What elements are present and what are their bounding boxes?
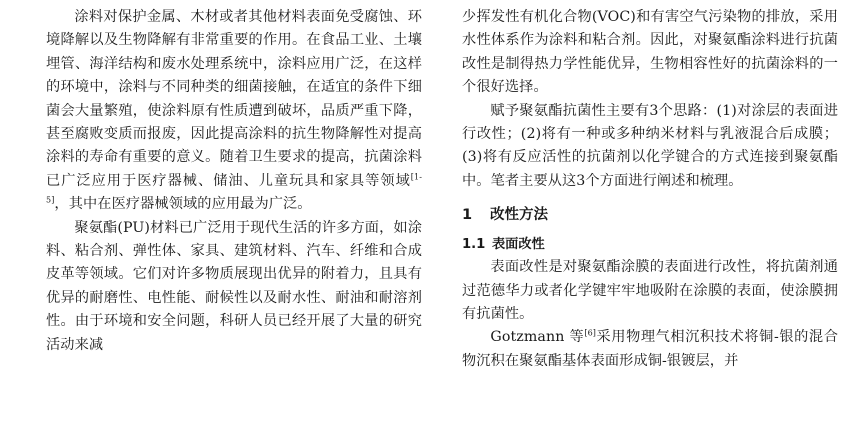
section-number: 1: [462, 207, 473, 224]
left-column: [46, 6, 422, 357]
approach-paragraph: 赋予聚氨酯抗菌性主要有3个思路：(1)对涂层的表面进行改性；(2)将有一种或多种纳米材料与乳液混合后成膜；(3)将有反应活性的抗菌剂以化学键合的方式连接到聚氨酯中。笔者主要从这3个方面进行阐述和梳理。: [462, 102, 838, 189]
section-heading-1: [462, 203, 838, 227]
intro-paragraph-1-text: 涂料对保护金属、木材或者其他材料表面免受腐蚀、环境降解以及生物降解有非常重要的作用。在食品工业、土壤埋管、海洋结构和废水处理系统中，涂料应用广泛，在这样的环境中，涂料与不同种类的细菌接触，在适宜的条件下细菌会大量繁殖，使涂料原有性质遭到破坏，品质严重下降，甚至腐败变质而报废，因此提高涂料的抗生物降解性对提高涂料的寿命有重要的意义。随着卫生要求的提高，抗菌涂料已广泛应用于医疗器械、储油、儿童玩具和家具等领域: [46, 9, 422, 189]
intro-paragraph-1-text-after: ，其中在医疗器械领域的应用最为广泛。: [54, 196, 312, 213]
intro-paragraph-2: 聚氨酯(PU)材料已广泛用于现代生活的许多方面，如涂料、粘合剂、弹性体、家具、建筑材料、汽车、纤维和合成皮革等领域。它们对许多物质展现出优异的附着力，且具有优异的耐磨性、电性能、耐候性以及耐水性、耐油和耐溶剂性。由于环境和安全问题，科研人员已经开展了大量的研究活动来减: [46, 219, 422, 353]
section-title: 改性方法: [490, 207, 548, 224]
citation-6[interactable]: [6]: [584, 328, 596, 338]
surface-modification-paragraph: 表面改性是对聚氨酯涂膜的表面进行改性，将抗菌剂通过范德华力或者化学键牢牢地吸附在涂膜的表面，使涂膜拥有抗菌性。: [462, 259, 838, 323]
right-column: [462, 6, 838, 373]
gotzmann-paragraph-text-after: 采用物理气相沉积技术将铜-银的混合物沉积在聚氨酯基体表面形成铜-银镀层，并: [462, 329, 839, 369]
subsection-number: 1.1: [462, 237, 486, 253]
intro-paragraph-1: [46, 6, 422, 217]
gotzmann-paragraph-text: Gotzmann 等: [490, 329, 585, 346]
subsection-title: 表面改性: [492, 237, 545, 253]
subsection-heading-1-1: [462, 233, 838, 256]
intro-paragraph-2-continued: 少挥发性有机化合物(VOC)和有害空气污染物的排放，采用水性体系作为涂料和粘合剂。因此，对聚氨酯涂料进行抗菌改性是制得热力学性能优异，生物相容性好的抗菌涂料的一个很好选择。: [462, 9, 838, 96]
citation-1-5[interactable]: [1-5]: [46, 172, 422, 205]
gotzmann-paragraph: [462, 326, 838, 373]
